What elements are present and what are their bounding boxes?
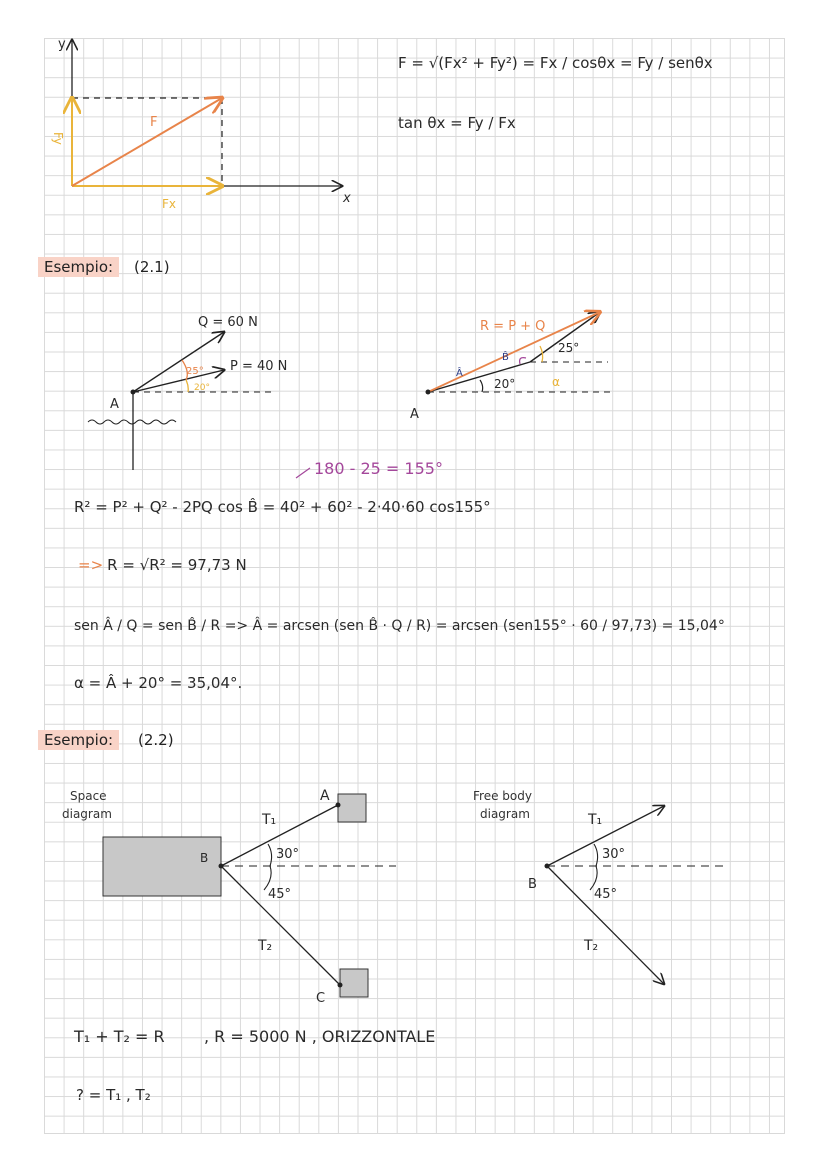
supplementary-angle-note: 180 - 25 = 155° bbox=[314, 459, 443, 478]
point-c-dot bbox=[338, 983, 343, 988]
point-b-label-fbd: B bbox=[528, 877, 537, 892]
vector-t2 bbox=[547, 866, 664, 984]
resultant-condition: , R = 5000 N , ORIZZONTALE bbox=[204, 1027, 436, 1046]
point-a-label-space: A bbox=[320, 788, 330, 804]
vector-p bbox=[133, 370, 224, 392]
alpha-label: α bbox=[552, 375, 560, 389]
point-a-label-right: A bbox=[410, 407, 419, 422]
example1-number: (2.1) bbox=[134, 258, 170, 276]
angle-30-label-space: 30° bbox=[276, 847, 300, 862]
point-c-label: C bbox=[316, 991, 326, 1006]
angle-arc-20-right bbox=[480, 380, 483, 392]
point-a-dot-right bbox=[426, 390, 431, 395]
vector-sum-equation: T₁ + T₂ = R bbox=[74, 1027, 165, 1046]
angle-20-label: 20° bbox=[194, 383, 210, 393]
formula-magnitude: F = √(Fx² + Fy²) = Fx / cosθx = Fy / senθx bbox=[398, 54, 713, 72]
vector-f-label: F bbox=[150, 115, 158, 130]
space-diagram bbox=[62, 788, 396, 1006]
angle-45-label-fbd: 45° bbox=[594, 887, 618, 902]
point-b-dot bbox=[219, 864, 224, 869]
q-label: Q = 60 N bbox=[198, 315, 258, 330]
vector-decomposition-diagram bbox=[51, 37, 351, 211]
angle-arc-30-space bbox=[268, 844, 272, 866]
block-a bbox=[338, 794, 366, 822]
cosine-law-equation: R² = P² + Q² - 2PQ cos B̂ = 40² + 60² - 2·40·60 cos155° bbox=[74, 498, 491, 516]
r-label: R = P + Q bbox=[480, 319, 546, 334]
angle-20-label-right: 20° bbox=[494, 377, 516, 391]
example1-vector-diagram bbox=[88, 315, 287, 470]
example1-heading: Esempio: bbox=[38, 257, 119, 277]
angle-25-label: 25° bbox=[186, 366, 204, 377]
point-b-label: B bbox=[200, 851, 209, 865]
ground-hatching bbox=[88, 420, 176, 424]
unknowns-line: ? = T₁ , T₂ bbox=[76, 1086, 151, 1104]
free-body-title-line2: diagram bbox=[480, 807, 530, 821]
space-diagram-title-line1: Space bbox=[70, 789, 107, 803]
t1-label-space: T₁ bbox=[262, 812, 277, 828]
vector-f bbox=[72, 98, 222, 186]
point-a-dot bbox=[131, 390, 136, 395]
t2-label-space: T₂ bbox=[258, 938, 273, 954]
angle-a-label: Â bbox=[456, 368, 463, 379]
block-b bbox=[103, 837, 221, 896]
angle-45-label-space: 45° bbox=[268, 887, 292, 902]
x-axis-label: x bbox=[343, 191, 351, 206]
angle-b-label: B̂ bbox=[502, 352, 509, 363]
example1-resultant-diagram bbox=[410, 312, 612, 422]
angle-arc-20 bbox=[186, 380, 188, 392]
angle-arc-30-fbd bbox=[594, 844, 598, 866]
resultant-equation: => R = √R² = 97,73 N bbox=[78, 556, 247, 574]
vector-q bbox=[133, 332, 224, 392]
intro-formulas bbox=[398, 54, 713, 132]
space-diagram-title-line2: diagram bbox=[62, 807, 112, 821]
point-a-dot-space bbox=[336, 803, 341, 808]
alpha-equation: α = Â + 20° = 35,04°. bbox=[74, 674, 243, 692]
point-b-dot-fbd bbox=[545, 864, 550, 869]
annotation-pointer bbox=[296, 468, 310, 478]
block-c bbox=[340, 969, 368, 997]
free-body-diagram bbox=[473, 789, 724, 984]
example2-heading: Esempio: bbox=[38, 730, 119, 750]
point-a-label: A bbox=[110, 397, 119, 412]
example2-equations bbox=[73, 1027, 435, 1104]
vector-fy-label: Fy bbox=[51, 132, 65, 145]
formula-tangent: tan θx = Fy / Fx bbox=[398, 114, 516, 132]
cable-t2 bbox=[221, 866, 340, 985]
example1-equations bbox=[74, 459, 725, 692]
p-label: P = 40 N bbox=[230, 359, 288, 374]
sine-law-equation: sen Â / Q = sen B̂ / R => Â = arcsen (sen B̂ · Q / R) = arcsen (sen155° · 60 / 97,73) = 15,04° bbox=[74, 618, 725, 634]
t2-label-fbd: T₂ bbox=[584, 938, 599, 954]
y-axis-label: y bbox=[58, 37, 66, 52]
angle-30-label-fbd: 30° bbox=[602, 847, 626, 862]
t1-label-fbd: T₁ bbox=[588, 812, 603, 828]
free-body-title-line1: Free body bbox=[473, 789, 532, 803]
angle-25-label-right: 25° bbox=[558, 341, 580, 355]
vector-fx-label: Fx bbox=[162, 197, 177, 211]
example2-number: (2.2) bbox=[138, 731, 174, 749]
